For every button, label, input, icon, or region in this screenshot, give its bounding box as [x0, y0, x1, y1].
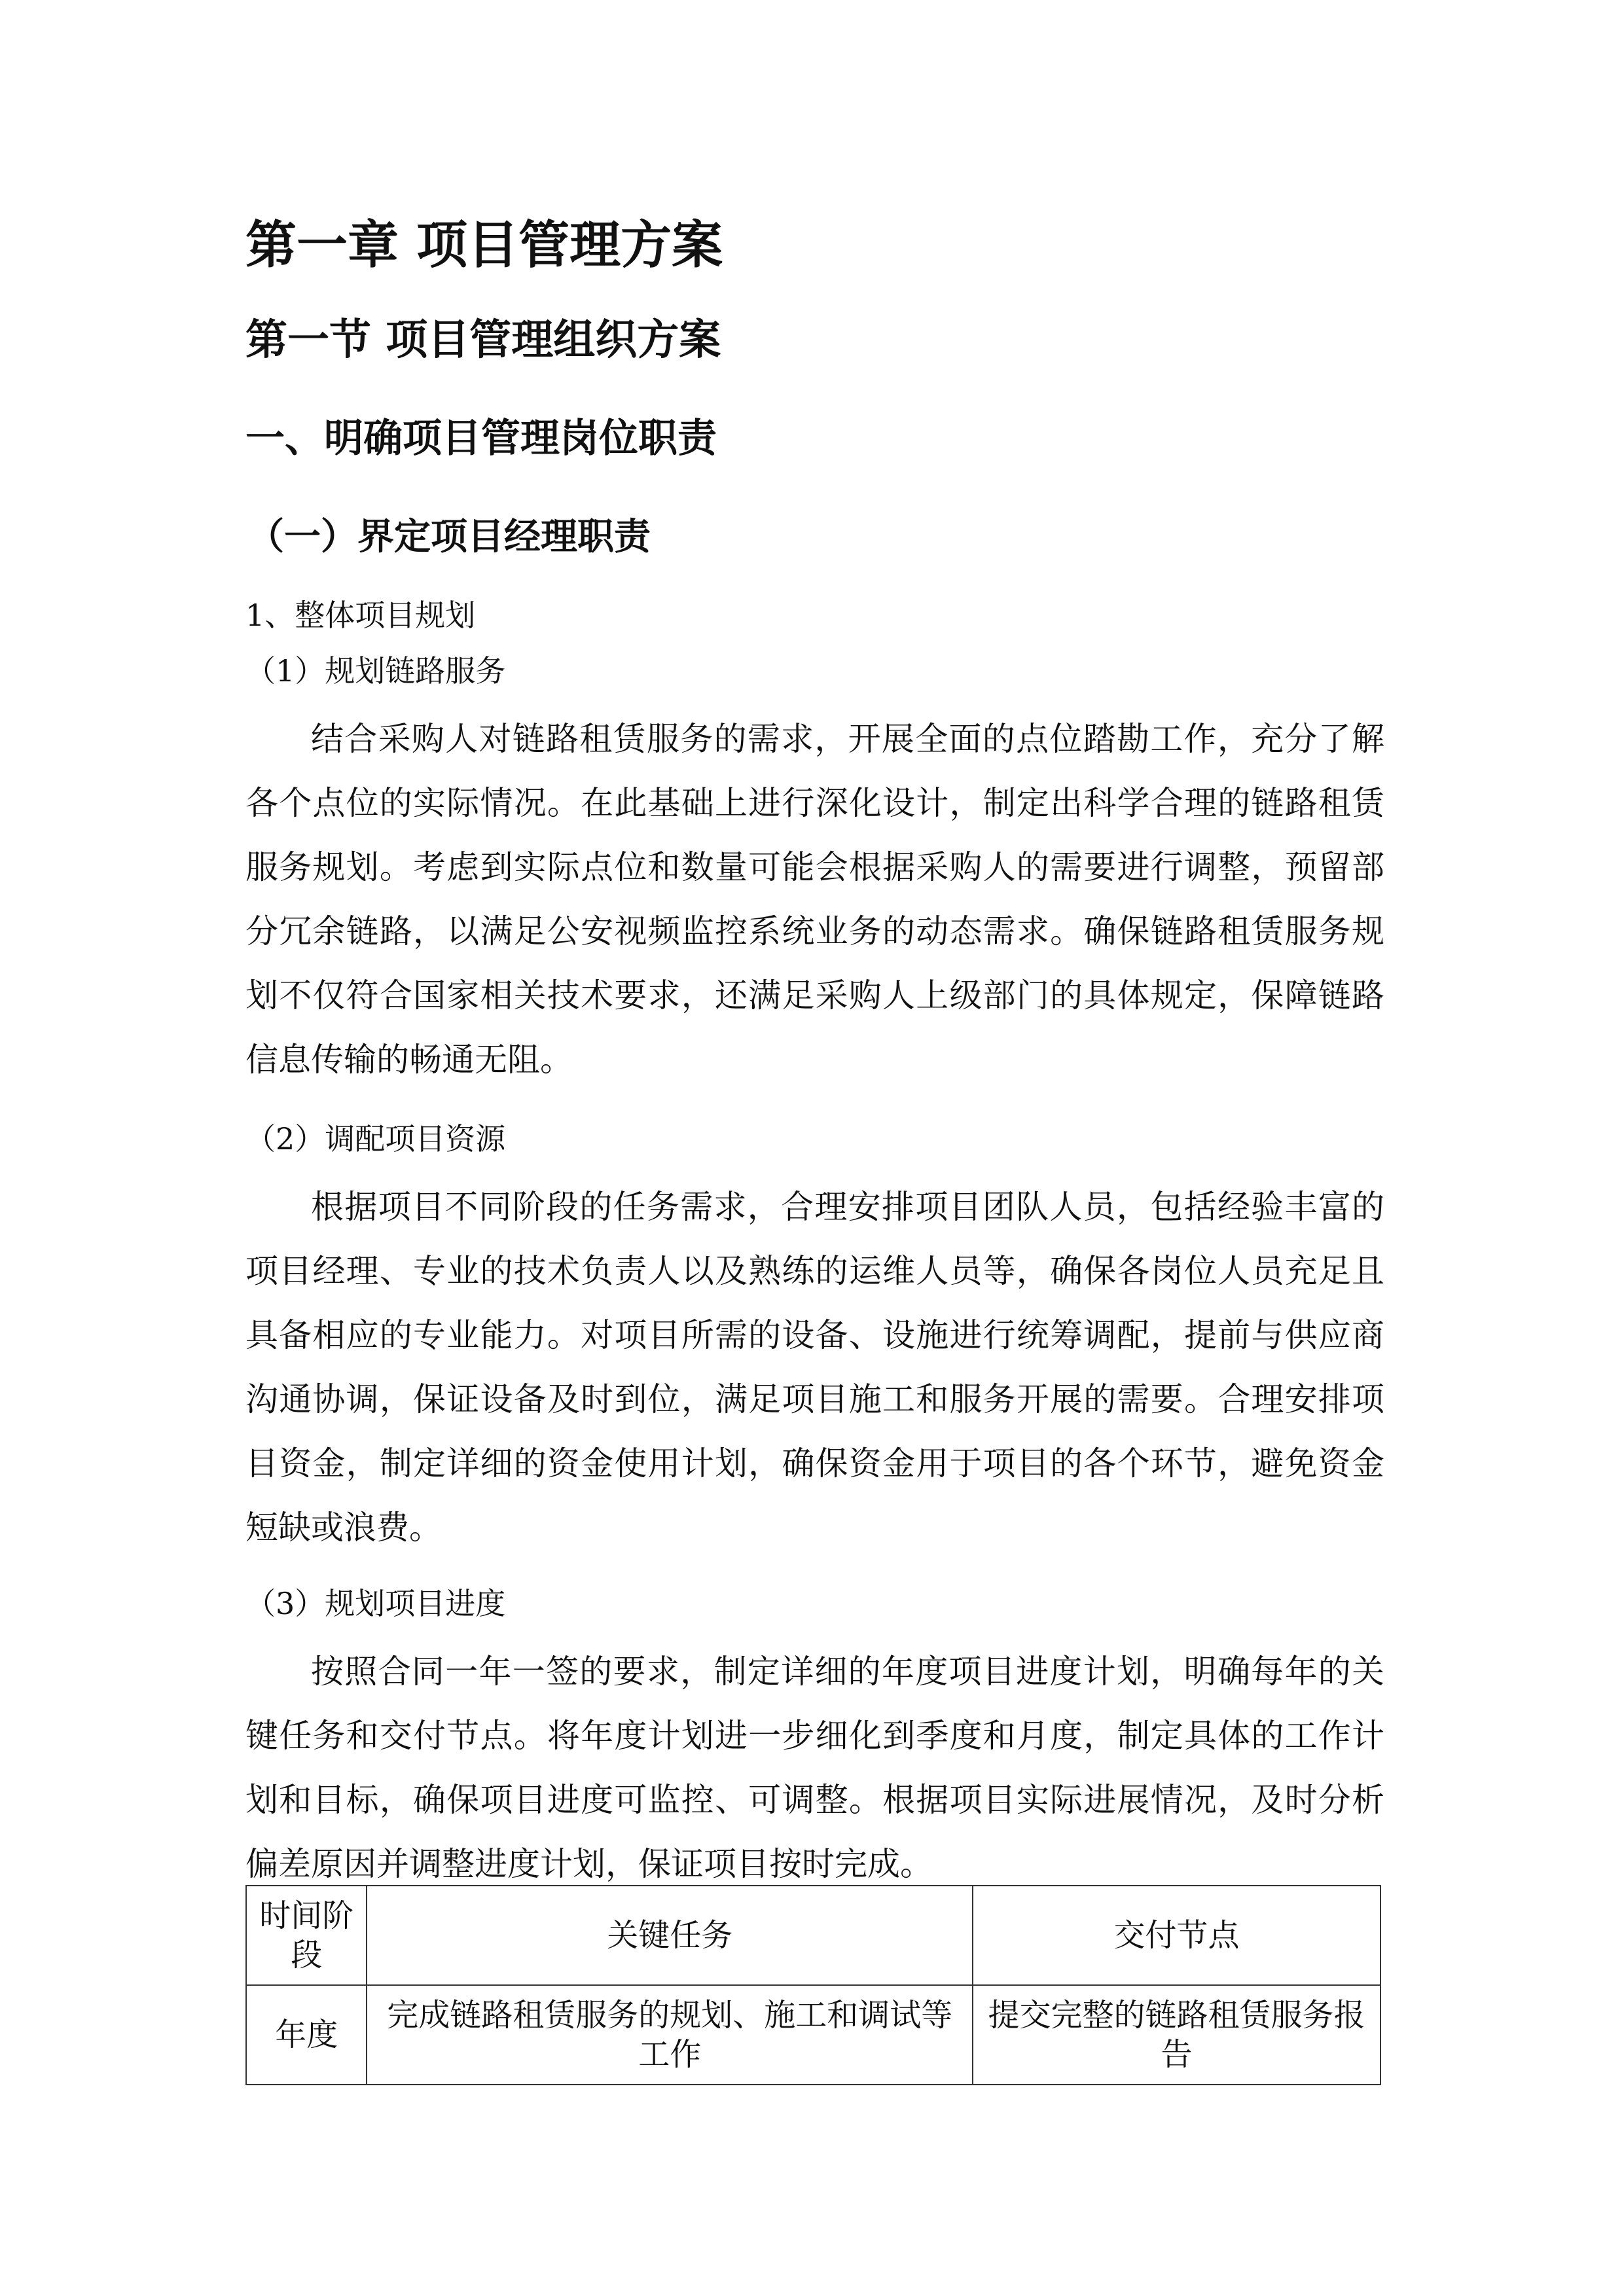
paragraph: 按照合同一年一签的要求，制定详细的年度项目进度计划，明确每年的关键任务和交付节点。将年度计划进一步细化到季度和月度，制定具体的工作计划和目标，确保项目进度可监控、可调整。根据项目实际进展情况，及时分析偏差原因并调整进度计划，保证项目按时完成。 [245, 1653, 1384, 1883]
subsection-title: （3）规划项目进度 [245, 1586, 506, 1621]
table-header-row [246, 1886, 1380, 1985]
chapter-title: 第一章 项目管理方案 [245, 215, 723, 275]
section-title: 第一节 项目管理组织方案 [245, 315, 721, 365]
subsection-title: （1）规划链路服务 [245, 653, 506, 689]
table-header-cell: 交付节点 [973, 1886, 1380, 1985]
paragraph: 根据项目不同阶段的任务需求，合理安排项目团队人员，包括经验丰富的项目经理、专业的技术负责人以及熟练的运维人员等，确保各岗位人员充足且具备相应的专业能力。对项目所需的设备、设施进行统筹调配，提前与供应商沟通协调，保证设备及时到位，满足项目施工和服务开展的需要。合理安排项目资金，制定详细的资金使用计划，确保资金用于项目的各个环节，避免资金短缺或浪费。 [245, 1188, 1384, 1547]
table-cell: 提交完整的链路租赁服务报告 [973, 1985, 1380, 2085]
heading-level-1: 一、明确项目管理岗位职责 [245, 416, 717, 461]
paragraph: 结合采购人对链路租赁服务的需求，开展全面的点位踏勘工作，充分了解各个点位的实际情况。在此基础上进行深化设计，制定出科学合理的链路租赁服务规划。考虑到实际点位和数量可能会根据采购人的需要进行调整，预留部分冗余链路，以满足公安视频监控系统业务的动态需求。确保链路租赁服务规划不仅符合国家相关技术要求，还满足采购人上级部门的具体规定，保障链路信息传输的畅通无阻。 [245, 720, 1384, 1079]
table-cell: 年度 [246, 1985, 367, 2085]
heading-level-2: （一）界定项目经理职责 [247, 515, 651, 558]
table-header-cell: 时间阶段 [246, 1886, 367, 1985]
table-cell: 完成链路租赁服务的规划、施工和调试等工作 [367, 1985, 972, 2085]
table-row [246, 1985, 1380, 2085]
item-heading: 1、整体项目规划 [245, 598, 476, 633]
schedule-table [245, 1885, 1381, 2085]
table-header-cell: 关键任务 [367, 1886, 972, 1985]
subsection-title: （2）调配项目资源 [245, 1121, 506, 1157]
